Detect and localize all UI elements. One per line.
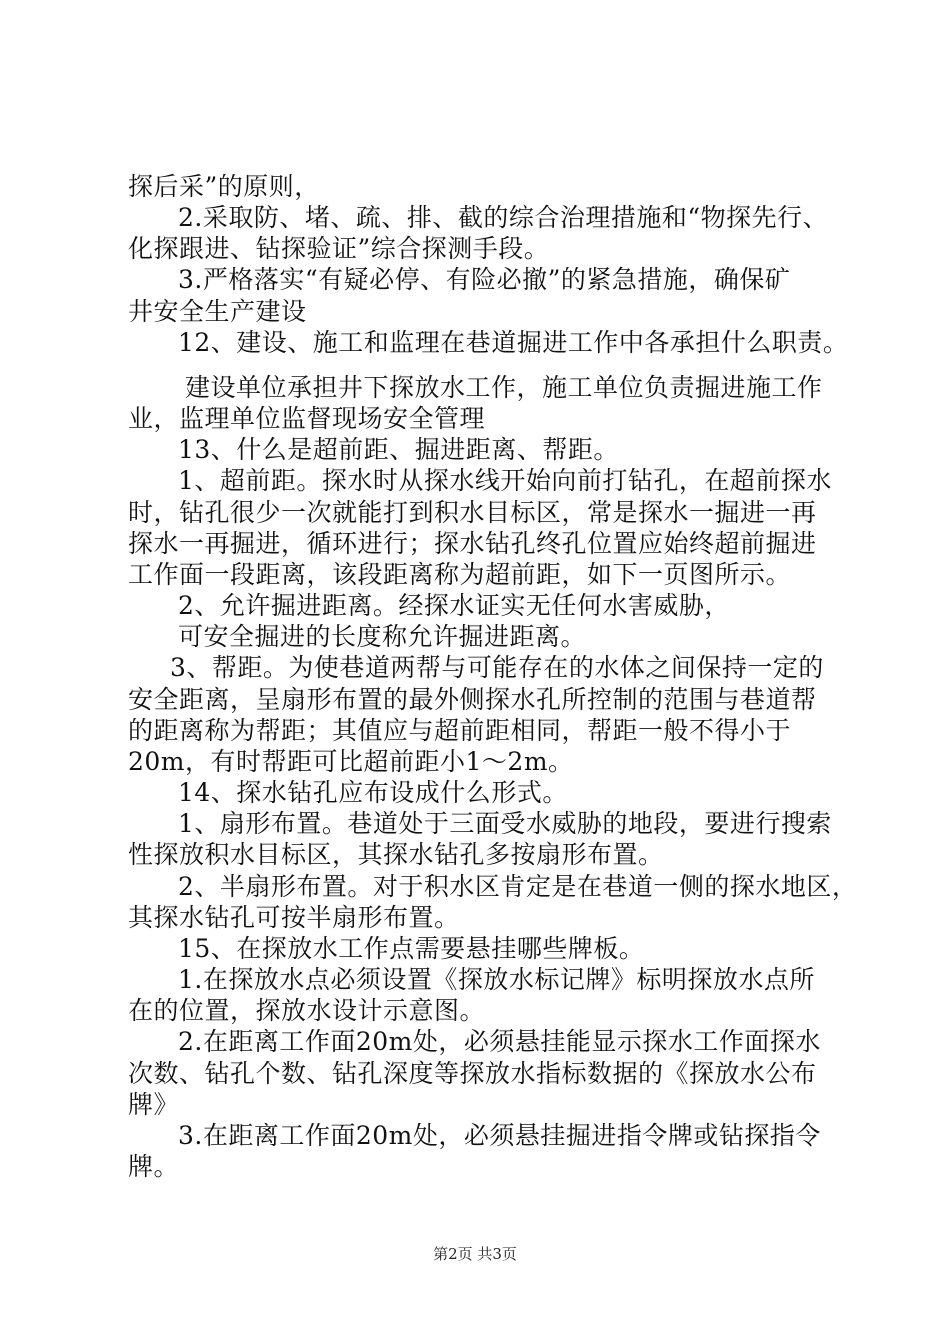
text-line: 3.在距离工作面20m处，必须悬挂掘进指令牌或钻探指令 [178, 1121, 821, 1150]
text-line: 3.严格落实“有疑必停、有险必撤”的紧急措施，确保矿 [178, 265, 791, 294]
text-line: 2、半扇形布置。对于积水区肯定是在巷道一侧的探水地区， [178, 872, 858, 901]
text-line: 探后采”的原则， [128, 172, 320, 201]
text-line: 1、扇形布置。巷道处于三面受水威胁的地段，要进行搜索 [178, 809, 832, 838]
text-line: 13、什么是超前距、掘进距离、帮距。 [178, 435, 619, 464]
text-line: 性探放积水目标区，其探水钻孔多按扇形布置。 [128, 840, 664, 869]
text-line: 建设单位承担井下探放水工作，施工单位负责掘进施工作 [185, 373, 823, 402]
text-line: 其探水钻孔可按半扇形布置。 [128, 903, 460, 932]
text-line: 20m，有时帮距可比超前距小1～2m。 [128, 747, 574, 776]
page-footer: 第2页 共3页 [433, 1245, 517, 1263]
text-line: 井安全生产建设 [128, 297, 307, 326]
text-line: 工作面一段距离，该段距离称为超前距，如下一页图所示。 [128, 560, 792, 589]
text-line: 时，钻孔很少一次就能打到积水目标区，常是探水一掘进一再 [128, 498, 817, 527]
text-line: 化探跟进、钻探验证”综合探测手段。 [128, 234, 550, 263]
text-line: 业，监理单位监督现场安全管理 [128, 404, 486, 433]
text-line: 2.在距离工作面20m处，必须悬挂能显示探水工作面探水 [178, 1027, 821, 1056]
text-line: 1、超前距。探水时从探水线开始向前打钻孔，在超前探水 [178, 466, 832, 495]
text-line: 1.在探放水点必须设置《探放水标记牌》标明探放水点所 [178, 965, 815, 994]
text-line: 次数、钻孔个数、钻孔深度等探放水指标数据的《探放水公布 [128, 1059, 817, 1088]
text-line: 的距离称为帮距；其值应与超前距相同，帮距一般不得小于 [128, 716, 792, 745]
text-line: 安全距离，呈扇形布置的最外侧探水孔所控制的范围与巷道帮 [128, 685, 817, 714]
text-line: 探水一再掘进，循环进行；探水钻孔终孔位置应始终超前掘进 [128, 529, 817, 558]
text-line: 14、探水钻孔应布设成什么形式。 [178, 778, 568, 807]
text-line: 在的位置，探放水设计示意图。 [128, 996, 486, 1025]
text-line: 可安全掘进的长度称允许掘进距离。 [178, 622, 587, 651]
text-line: 12、建设、施工和监理在巷道掘进工作中各承担什么职责。 [178, 328, 849, 357]
text-line: 2、允许掘进距离。经探水证实无任何水害威胁， [178, 591, 730, 620]
text-line: 2.采取防、堵、疏、排、截的综合治理措施和“物探先行、 [178, 203, 829, 232]
text-line: 牌。 [128, 1152, 180, 1181]
text-line: 15、在探放水工作点需要悬挂哪些牌板。 [178, 934, 645, 963]
text-line: 牌》 [128, 1090, 180, 1119]
text-line: 3、帮距。为使巷道两帮与可能存在的水体之间保持一定的 [170, 653, 824, 682]
